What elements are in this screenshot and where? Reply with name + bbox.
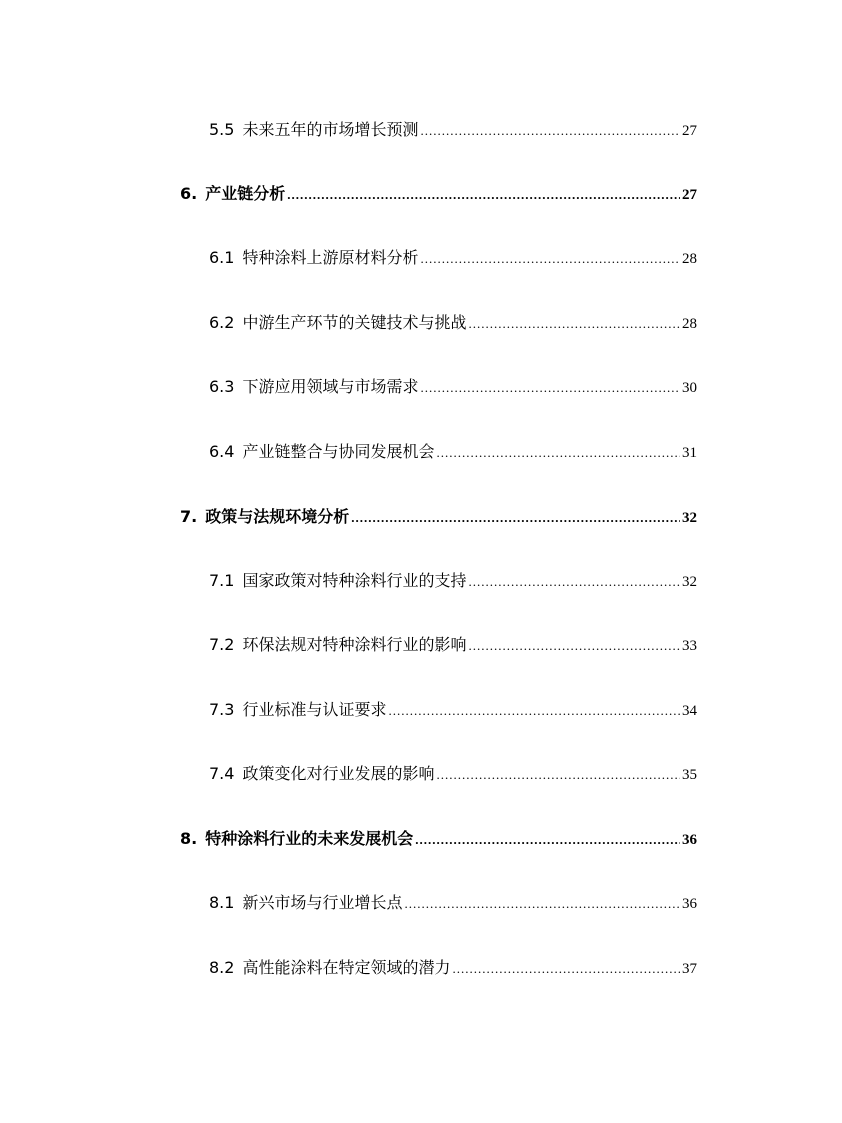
toc-entry-page: 28 [682, 251, 697, 267]
toc-dot-leader [287, 183, 680, 207]
toc-entry-number: 8. [180, 829, 198, 848]
toc-entry-number: 6.3 [209, 377, 235, 396]
toc-dot-leader [468, 312, 680, 336]
toc-entry-number: 6. [180, 184, 198, 203]
toc-entry-page: 34 [682, 703, 697, 719]
toc-entry-title: 政策与法规环境分析 [205, 507, 350, 526]
toc-entry-number: 7.1 [209, 571, 235, 590]
toc-dot-leader [436, 763, 680, 787]
toc-entry-page: 33 [682, 638, 697, 654]
toc-entry-title: 行业标准与认证要求 [242, 700, 387, 719]
toc-dot-leader [351, 506, 680, 530]
toc-dot-leader [452, 957, 680, 981]
toc-dot-leader [420, 376, 680, 400]
toc-entry-7-3[interactable] [209, 698, 697, 722]
toc-entry-title: 新兴市场与行业增长点 [242, 893, 403, 912]
toc-entry-title: 中游生产环节的关键技术与挑战 [242, 313, 467, 332]
toc-entry-number: 8.1 [209, 893, 235, 912]
toc-dot-leader [468, 634, 680, 658]
toc-entry-number: 6.4 [209, 442, 235, 461]
toc-entry-title: 产业链整合与协同发展机会 [242, 442, 435, 461]
toc-entry-7-2[interactable] [209, 633, 697, 657]
toc-entry-title: 产业链分析 [205, 184, 286, 203]
toc-entry-title: 高性能涂料在特定领域的潜力 [242, 958, 451, 977]
toc-entry-title: 下游应用领域与市场需求 [242, 377, 419, 396]
toc-entry-6-4[interactable] [209, 440, 697, 464]
toc-entry-5-5[interactable] [209, 118, 697, 142]
toc-entry-page: 27 [682, 187, 697, 203]
toc-entry-7-1[interactable] [209, 569, 697, 593]
toc-entry-page: 36 [682, 832, 697, 848]
toc-entry-page: 32 [682, 510, 697, 526]
toc-entry-title: 未来五年的市场增长预测 [242, 120, 419, 139]
toc-entry-6-2[interactable] [209, 311, 697, 335]
toc-entry-8-2[interactable] [209, 956, 697, 980]
toc-dot-leader [436, 441, 680, 465]
toc-entry-8-1[interactable] [209, 891, 697, 915]
toc-entry-page: 36 [682, 896, 697, 912]
toc-entry-page: 30 [682, 380, 697, 396]
toc-entry-number: 6.1 [209, 248, 235, 267]
toc-entry-title: 国家政策对特种涂料行业的支持 [242, 571, 467, 590]
toc-entry-title: 政策变化对行业发展的影响 [242, 764, 435, 783]
toc-dot-leader [404, 892, 680, 916]
toc-entry-title: 特种涂料上游原材料分析 [242, 248, 419, 267]
toc-entry-number: 5.5 [209, 120, 235, 139]
toc-entry-number: 7. [180, 507, 198, 526]
toc-entry-6[interactable] [180, 182, 697, 206]
toc-entry-number: 8.2 [209, 958, 235, 977]
toc-entry-page: 35 [682, 767, 697, 783]
toc-entry-7-4[interactable] [209, 762, 697, 786]
toc-entry-6-1[interactable] [209, 246, 697, 270]
toc-entry-page: 28 [682, 316, 697, 332]
toc-entry-page: 27 [682, 123, 697, 139]
toc-entry-number: 6.2 [209, 313, 235, 332]
toc-entry-8[interactable] [180, 827, 697, 851]
toc-dot-leader [420, 119, 680, 143]
toc-entry-page: 37 [682, 961, 697, 977]
toc-dot-leader [420, 247, 680, 271]
toc-entry-title: 环保法规对特种涂料行业的影响 [242, 635, 467, 654]
toc-entry-number: 7.3 [209, 700, 235, 719]
toc-entry-title: 特种涂料行业的未来发展机会 [205, 829, 414, 848]
toc-dot-leader [468, 570, 680, 594]
toc-entry-number: 7.2 [209, 635, 235, 654]
toc-dot-leader [415, 828, 680, 852]
toc-entry-7[interactable] [180, 505, 697, 529]
toc-entry-page: 32 [682, 574, 697, 590]
toc-entry-page: 31 [682, 445, 697, 461]
toc-entry-6-3[interactable] [209, 375, 697, 399]
toc-entry-number: 7.4 [209, 764, 235, 783]
toc-dot-leader [388, 699, 680, 723]
